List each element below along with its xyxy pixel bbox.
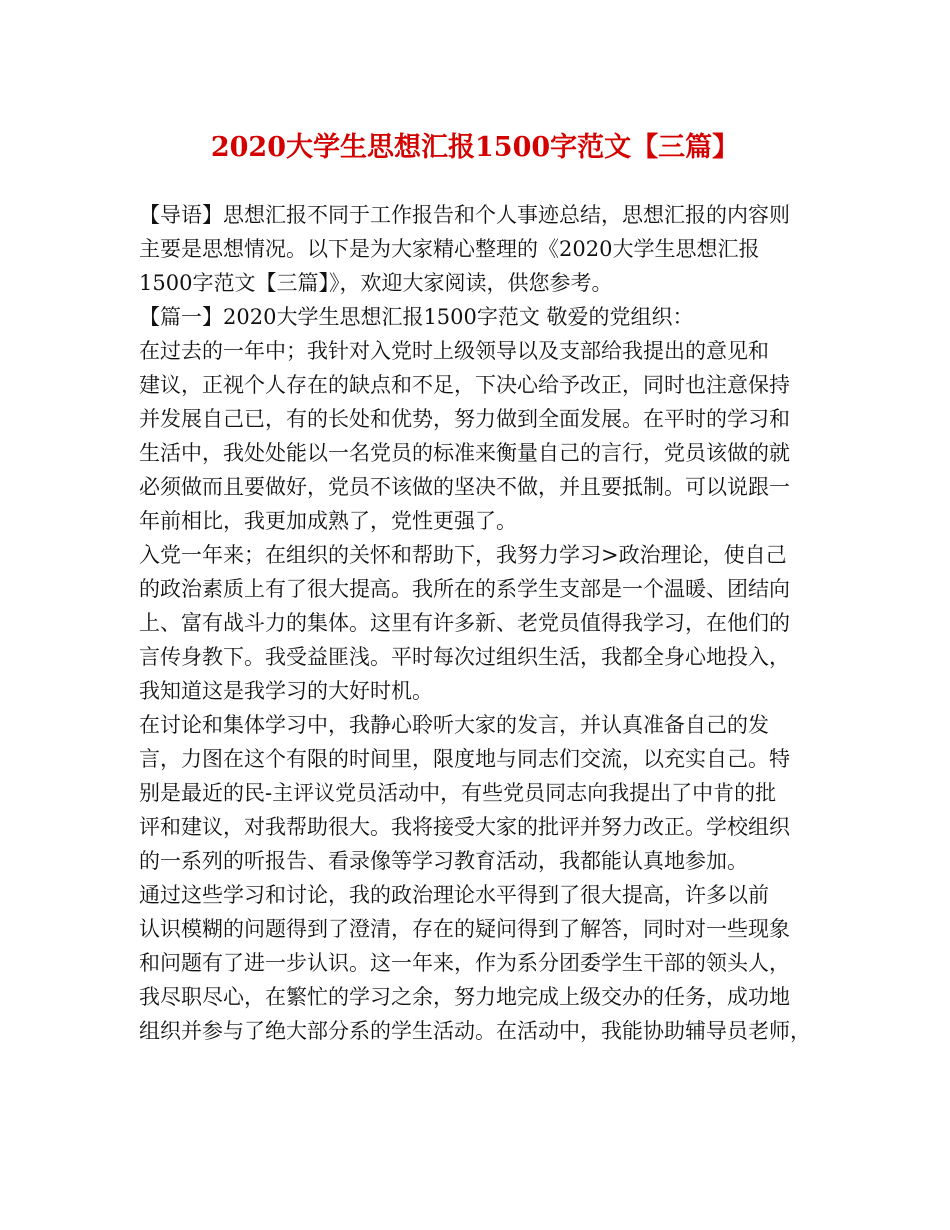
text-line: 评和建议，对我帮助很大。我将接受大家的批评并努力改正。学校组织 [139, 815, 790, 839]
document-title: 2020大学生思想汇报1500字范文【三篇】 [210, 132, 740, 163]
text-line: 的政治素质上有了很大提高。我所在的系学生支部是一个温暖、团结向 [139, 577, 790, 601]
text-line: 主要是思想情况。以下是为大家精心整理的《2020大学生思想汇报 [139, 237, 760, 261]
text-line: 认识模糊的问题得到了澄清，存在的疑问得到了解答，同时对一些现象 [139, 917, 790, 941]
text-line: 组织并参与了绝大部分系的学生活动。在活动中，我能协助辅导员老师， [139, 1019, 811, 1043]
text-line: 【导语】思想汇报不同于工作报告和个人事迹总结，思想汇报的内容则 [139, 203, 790, 227]
text-line: 言传身教下。我受益匪浅。平时每次过组织生活，我都全身心地投入， [139, 645, 790, 669]
text-line: 必须做而且要做好，党员不该做的坚决不做，并且要抵制。可以说跟一 [139, 475, 790, 499]
text-line: 生活中，我处处能以一名党员的标准来衡量自己的言行，党员该做的就 [139, 441, 790, 465]
text-line: 在过去的一年中；我针对入党时上级领导以及支部给我提出的意见和 [139, 339, 769, 363]
text-line: 我知道这是我学习的大好时机。 [139, 679, 433, 703]
text-line: 和问题有了进一步认识。这一年来，作为系分团委学生干部的领头人， [139, 951, 790, 975]
text-line: 并发展自己已，有的长处和优势，努力做到全面发展。在平时的学习和 [139, 407, 790, 431]
text-line: 在讨论和集体学习中，我静心聆听大家的发言，并认真准备自己的发 [139, 713, 769, 737]
text-line: 的一系列的听报告、看录像等学习教育活动，我都能认真地参加。 [139, 849, 748, 873]
text-line: 【篇一】2020大学生思想汇报1500字范文 敬爱的党组织： [139, 305, 694, 329]
text-line: 1500字范文【三篇】》，欢迎大家阅读，供您参考。 [139, 271, 613, 295]
document-body [139, 198, 829, 1048]
text-line: 入党一年来；在组织的关怀和帮助下，我努力学习>政治理论，使自己 [139, 543, 787, 567]
text-line: 别是最近的民-主评议党员活动中，有些党员同志向我提出了中肯的批 [139, 781, 777, 805]
text-line: 言，力图在这个有限的时间里，限度地与同志们交流，以充实自己。特 [139, 747, 790, 771]
text-line: 我尽职尽心，在繁忙的学习之余，努力地完成上级交办的任务，成功地 [139, 985, 790, 1009]
text-line: 建议，正视个人存在的缺点和不足，下决心给予改正，同时也注意保持 [139, 373, 790, 397]
text-line: 上、富有战斗力的集体。这里有许多新、老党员值得我学习，在他们的 [139, 611, 790, 635]
text-line: 年前相比，我更加成熟了，党性更强了。 [139, 509, 517, 533]
text-line: 通过这些学习和讨论，我的政治理论水平得到了很大提高，许多以前 [139, 883, 769, 907]
